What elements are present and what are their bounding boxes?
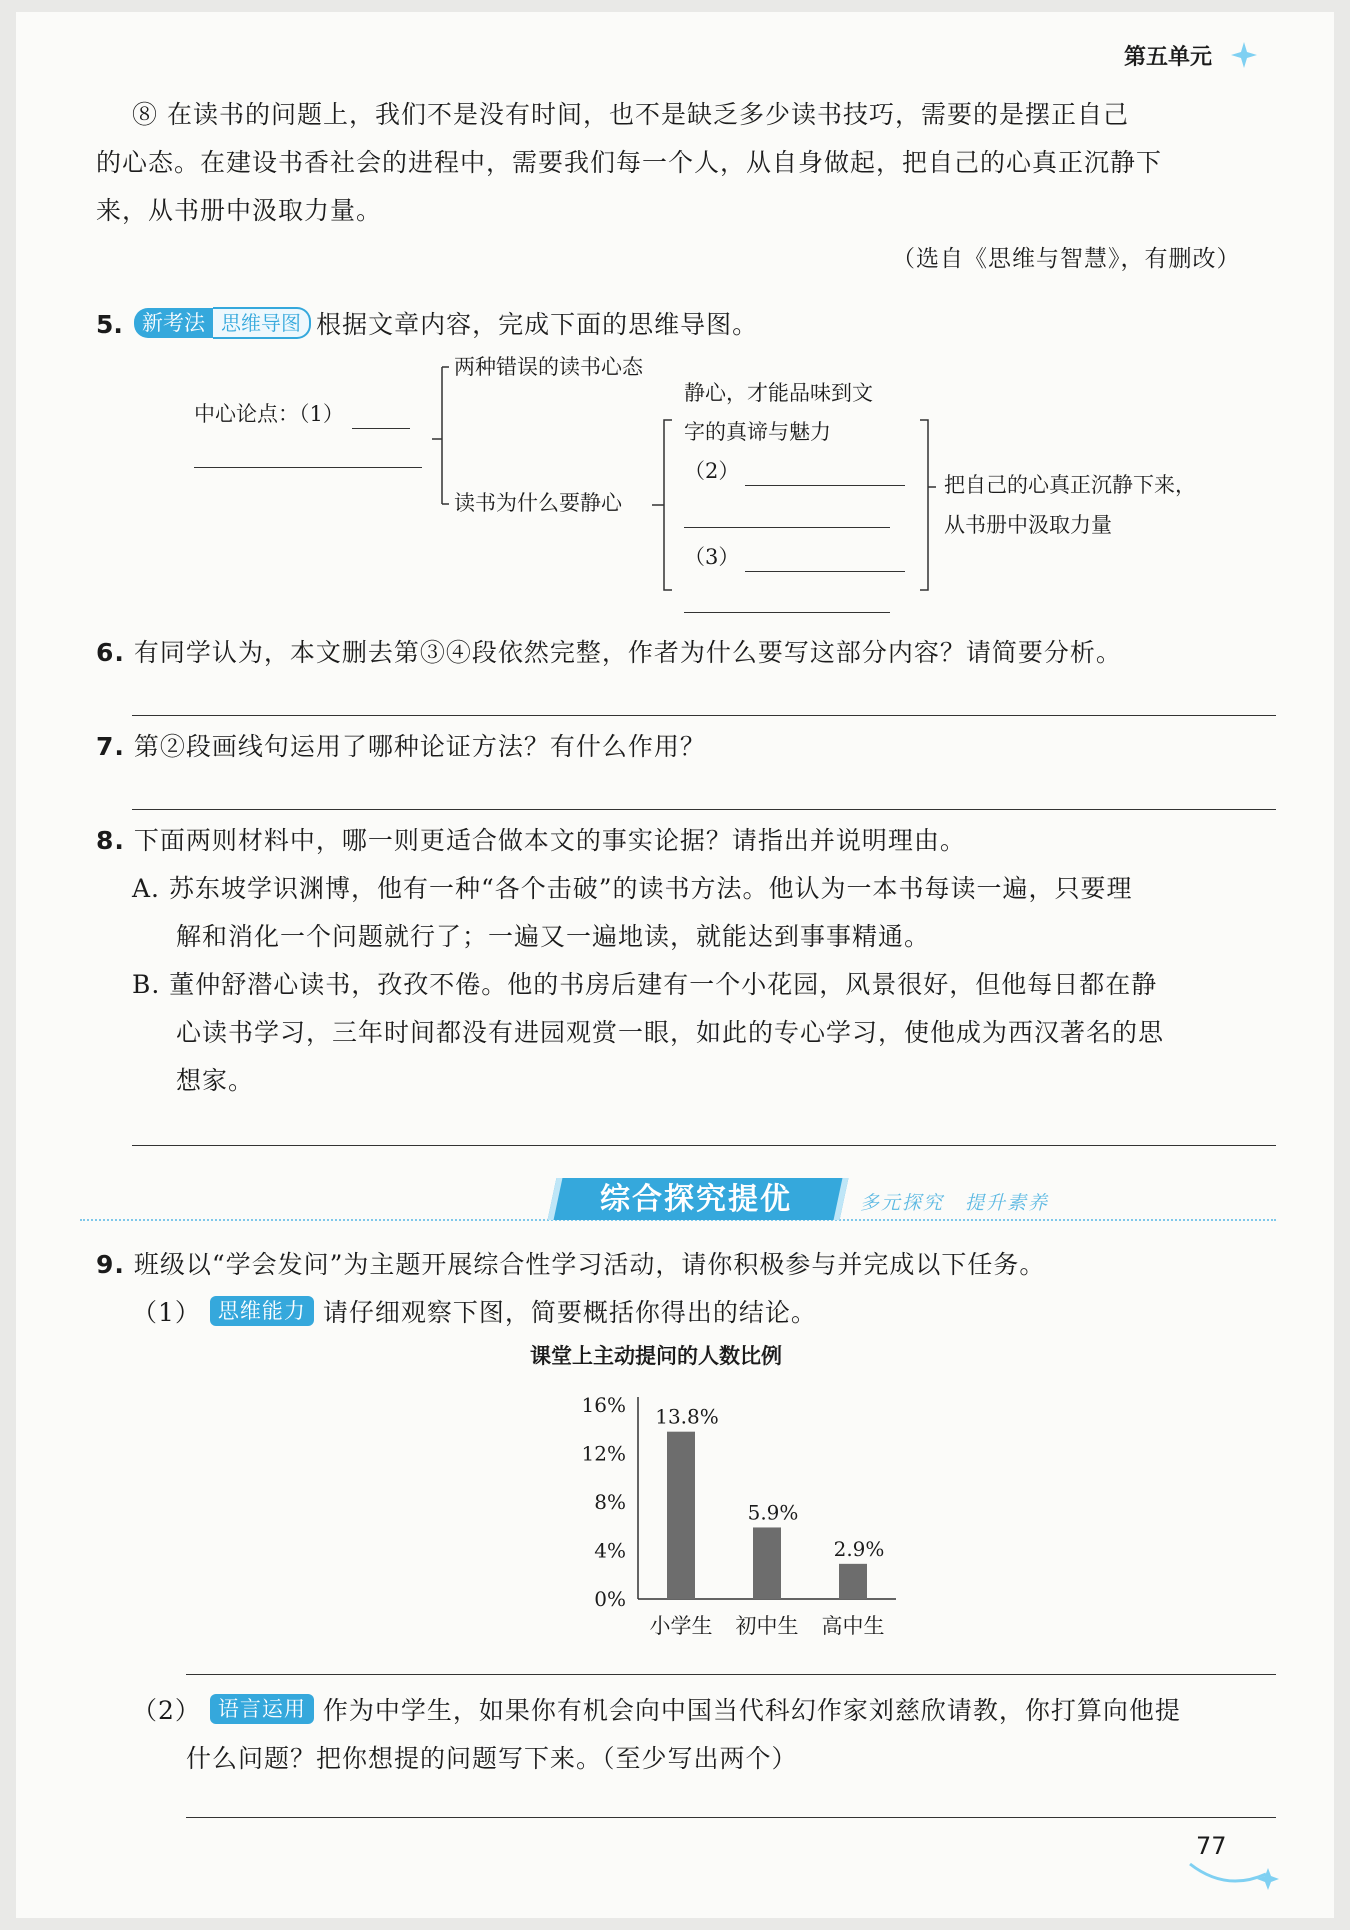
q8-answer-line[interactable] bbox=[132, 1145, 1276, 1146]
q9-sub2-number: （2） bbox=[132, 1696, 201, 1725]
q6-number: 6. bbox=[96, 638, 125, 667]
para8-line3: 来，从书册中汲取力量。 bbox=[96, 196, 383, 225]
q8-number: 8. bbox=[96, 826, 125, 855]
q7-text: 第②段画线句运用了哪种论证方法？有什么作用？ bbox=[133, 732, 706, 761]
q9-sub2 bbox=[132, 1688, 1181, 1734]
section-subtitle: 多元探究 提升素养 bbox=[854, 1188, 1055, 1215]
para8-line2: 的心态。在建设书香社会的进程中，需要我们每一个人，从自身做起，把自己的心真正沉静下 bbox=[96, 148, 1163, 177]
q6-heading bbox=[96, 630, 1122, 676]
unit-title: 第五单元 bbox=[1124, 45, 1213, 70]
q8-option-b-line2: 心读书学习，三年时间都没有进园观赏一眼，如此的专心学习，使他成为西汉著名的思 bbox=[176, 1018, 1165, 1047]
bar-value-label: 13.8% bbox=[655, 1404, 719, 1429]
x-category-label: 小学生 bbox=[649, 1614, 713, 1638]
q9-sub1-badge: 思维能力 bbox=[210, 1296, 314, 1326]
mindmap-result-line2: 从书册中汲取力量 bbox=[944, 513, 1112, 537]
chart-plot bbox=[556, 1377, 906, 1647]
mindmap-item2-label: （2） bbox=[684, 459, 740, 483]
mindmap-center-text: 中心论点：（1） bbox=[194, 402, 344, 426]
q7-number: 7. bbox=[96, 732, 125, 761]
y-tick-label: 8% bbox=[594, 1490, 626, 1514]
bar-2 bbox=[753, 1527, 781, 1599]
mindmap-branch1: 两种错误的读书心态 bbox=[454, 355, 643, 379]
para8-source: （选自《思维与智慧》，有删改） bbox=[892, 246, 1241, 272]
q5-number: 5. bbox=[96, 310, 123, 339]
y-tick-label: 16% bbox=[581, 1393, 626, 1417]
q5-badge-new: 新考法 bbox=[134, 308, 213, 338]
bar-value-label: 2.9% bbox=[833, 1536, 885, 1561]
q8-option-b-line1: B. 董仲舒潜心读书，孜孜不倦。他的书房后建有一个小花园，风景很好，但他每日都在静 bbox=[132, 970, 1158, 999]
y-tick-label: 4% bbox=[594, 1538, 626, 1563]
q8-option-b-line3: 想家。 bbox=[176, 1066, 255, 1095]
q9-sub2-answer-line[interactable] bbox=[186, 1817, 1276, 1818]
page bbox=[16, 12, 1334, 1918]
section-title: 综合探究提优 bbox=[600, 1182, 792, 1217]
x-category-label: 高中生 bbox=[821, 1614, 885, 1638]
mindmap-branch2: 读书为什么要静心 bbox=[454, 491, 622, 515]
y-tick-label: 0% bbox=[594, 1587, 626, 1611]
q5-badge-mindmap: 思维导图 bbox=[213, 307, 311, 339]
mindmap-blank-2a[interactable] bbox=[745, 485, 905, 486]
mindmap-item1-line1: 静心，才能品味到文 bbox=[684, 381, 873, 405]
q9-sub1 bbox=[132, 1290, 817, 1336]
page-number: 77 bbox=[1196, 1832, 1227, 1860]
q8-text: 下面两则材料中，哪一则更适合做本文的事实论据？请指出并说明理由。 bbox=[133, 826, 966, 855]
q9-text: 班级以“学会发问”为主题开展综合性学习活动，请你积极参与并完成以下任务。 bbox=[133, 1250, 1046, 1279]
x-category-label: 初中生 bbox=[735, 1614, 799, 1638]
mindmap-item3 bbox=[684, 542, 905, 572]
q7-heading bbox=[96, 724, 706, 770]
q7-answer-line[interactable] bbox=[132, 809, 1276, 810]
chart-title: 课堂上主动提问的人数比例 bbox=[530, 1344, 782, 1368]
mindmap-blank-2b[interactable] bbox=[684, 527, 890, 528]
mindmap-blank-3b[interactable] bbox=[684, 612, 890, 613]
mindmap-brackets bbox=[16, 12, 1334, 632]
mindmap-result-line1: 把自己的心真正沉静下来， bbox=[944, 473, 1196, 497]
mindmap-item1-line2: 字的真谛与魅力 bbox=[684, 420, 831, 444]
bar-value-label: 5.9% bbox=[747, 1500, 799, 1525]
bar-3 bbox=[839, 1564, 867, 1599]
q8-heading bbox=[96, 818, 966, 864]
q8-option-a-line1: A. 苏东坡学识渊博，他有一种“各个击破”的读书方法。他认为一本书每读一遍，只要理 bbox=[132, 874, 1133, 903]
q9-sub1-text: 请仔细观察下图，简要概括你得出的结论。 bbox=[322, 1298, 817, 1327]
mindmap-blank-3a[interactable] bbox=[745, 571, 905, 572]
q9-sub2-badge: 语言运用 bbox=[210, 1694, 314, 1724]
q9-sub2-line1: 作为中学生，如果你有机会向中国当代科幻作家刘慈欣请教，你打算向他提 bbox=[322, 1696, 1181, 1725]
mindmap-item2 bbox=[684, 456, 905, 486]
q9-heading bbox=[96, 1242, 1045, 1288]
q6-text: 有同学认为，本文删去第③④段依然完整，作者为什么要写这部分内容？请简要分析。 bbox=[133, 638, 1122, 667]
q6-answer-line[interactable] bbox=[132, 715, 1276, 716]
q5-text: 根据文章内容，完成下面的思维导图。 bbox=[316, 310, 759, 339]
q9-sub2-line2: 什么问题？把你想提的问题写下来。（至少写出两个） bbox=[186, 1744, 798, 1773]
para8-line1: ⑧ 在读书的问题上，我们不是没有时间，也不是缺乏多少读书技巧，需要的是摆正自己 bbox=[132, 100, 1129, 129]
y-tick-label: 12% bbox=[581, 1441, 626, 1466]
q9-sub1-number: （1） bbox=[132, 1298, 201, 1327]
bar-1 bbox=[667, 1432, 695, 1599]
q9-sub1-answer-line[interactable] bbox=[186, 1674, 1276, 1675]
q9-number: 9. bbox=[96, 1250, 125, 1279]
page-swoosh-icon bbox=[1186, 1854, 1286, 1894]
q8-option-a-line2: 解和消化一个问题就行了；一遍又一遍地读，就能达到事事精通。 bbox=[176, 922, 931, 951]
mindmap-item3-label: （3） bbox=[684, 545, 740, 569]
